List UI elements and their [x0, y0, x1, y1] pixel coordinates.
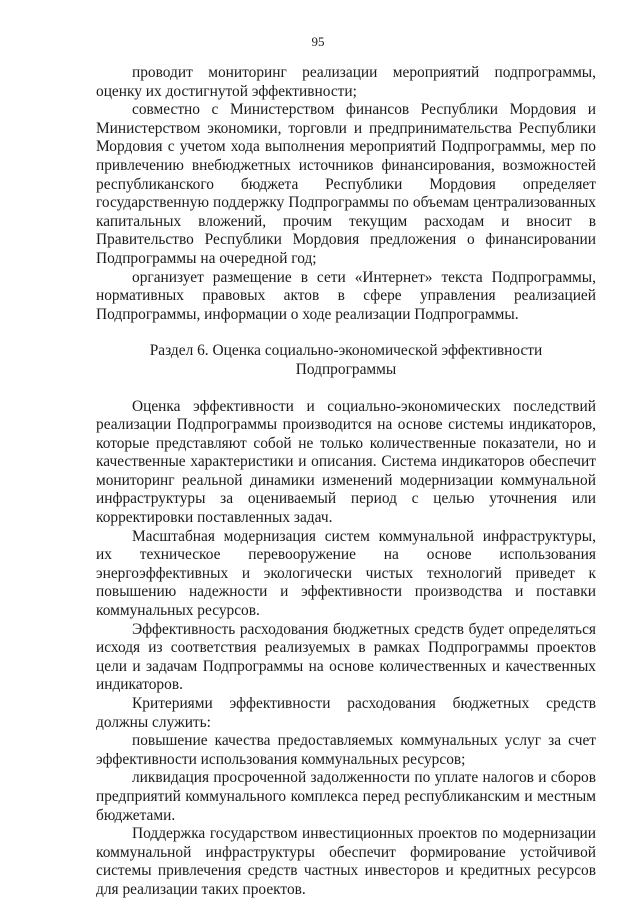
paragraph-criterion-quality: повышение качества предоставляемых коммунальных услуг за счет эффективности использования коммунальных ресурсов;	[96, 732, 596, 768]
page-number: 95	[311, 34, 325, 49]
paragraph-criterion-debt: ликвидация просроченной задолженности по уплате налогов и сборов предприятий коммунального комплекса перед республиканским и местным бюджетами.	[96, 769, 596, 824]
paragraph-investment-support: Поддержка государством инвестиционных проектов по модернизации коммунальной инфраструктуры обеспечит формирование устойчивой системы привлечения средств частных инвесторов и кредитных ресурсов для реализации таких проектов.	[96, 825, 596, 898]
paragraph-internet-publication: организует размещение в сети «Интернет» текста Подпрограммы, нормативных правовых актов в сфере управления реализацией Подпрограммы, информации о ходе реализации Подпрограммы.	[96, 268, 596, 323]
section-heading-line-1: Раздел 6. Оценка социально-экономической эффективности	[149, 342, 543, 360]
paragraph-state-support: совместно с Министерством финансов Республики Мордовия и Министерством экономики, торговли и предпринимательства Республики Мордовия с учетом хода выполнения мероприятий Подпрограммы, мер по привлечению внебюджетных источников финансирования, возможностей республиканского бюджета Республики Мордовия определяет государственную поддержку Подпрограммы по объемам централизованных капитальных вложений, прочим текущим расходам и вносит в Правительство Республики Мордовия предложения о финансировании Подпрограммы на очередной год;	[96, 101, 596, 267]
paragraph-budget-efficiency: Эффективность расходования бюджетных средств будет определяться исходя из соответствия реализуемых в рамках Подпрограммы проектов цели и задачам Подпрограммы на основе количественных и качественных индикаторов.	[96, 620, 596, 694]
section-heading	[96, 342, 596, 379]
paragraph-indicator-system: Оценка эффективности и социально-экономических последствий реализации Подпрограммы производится на основе системы индикаторов, которые представляют собой не только количественные показатели, но и качественные характеристики и описания. Система индикаторов обеспечит мониторинг реальной динамики изменений модернизации коммунальной инфраструктуры за оцениваемый период с целью уточнения или корректировки поставленных задач.	[96, 397, 596, 527]
paragraph-criteria-intro: Критериями эффективности расходования бюджетных средств должны служить:	[96, 695, 596, 731]
paragraph-modernization: Масштабная модернизация систем коммунальной инфраструктуры, их техническое перевооружение на основе использования энергоэффективных и экологически чистых технологий приведет к повышению надежности и эффективности производства и поставки коммунальных ресурсов.	[96, 527, 596, 620]
section-heading-line-2: Подпрограммы	[295, 360, 397, 378]
paragraph-monitoring: проводит мониторинг реализации мероприятий подпрограммы, оценку их достигнутой эффективности;	[96, 64, 596, 100]
document-body	[96, 64, 596, 900]
